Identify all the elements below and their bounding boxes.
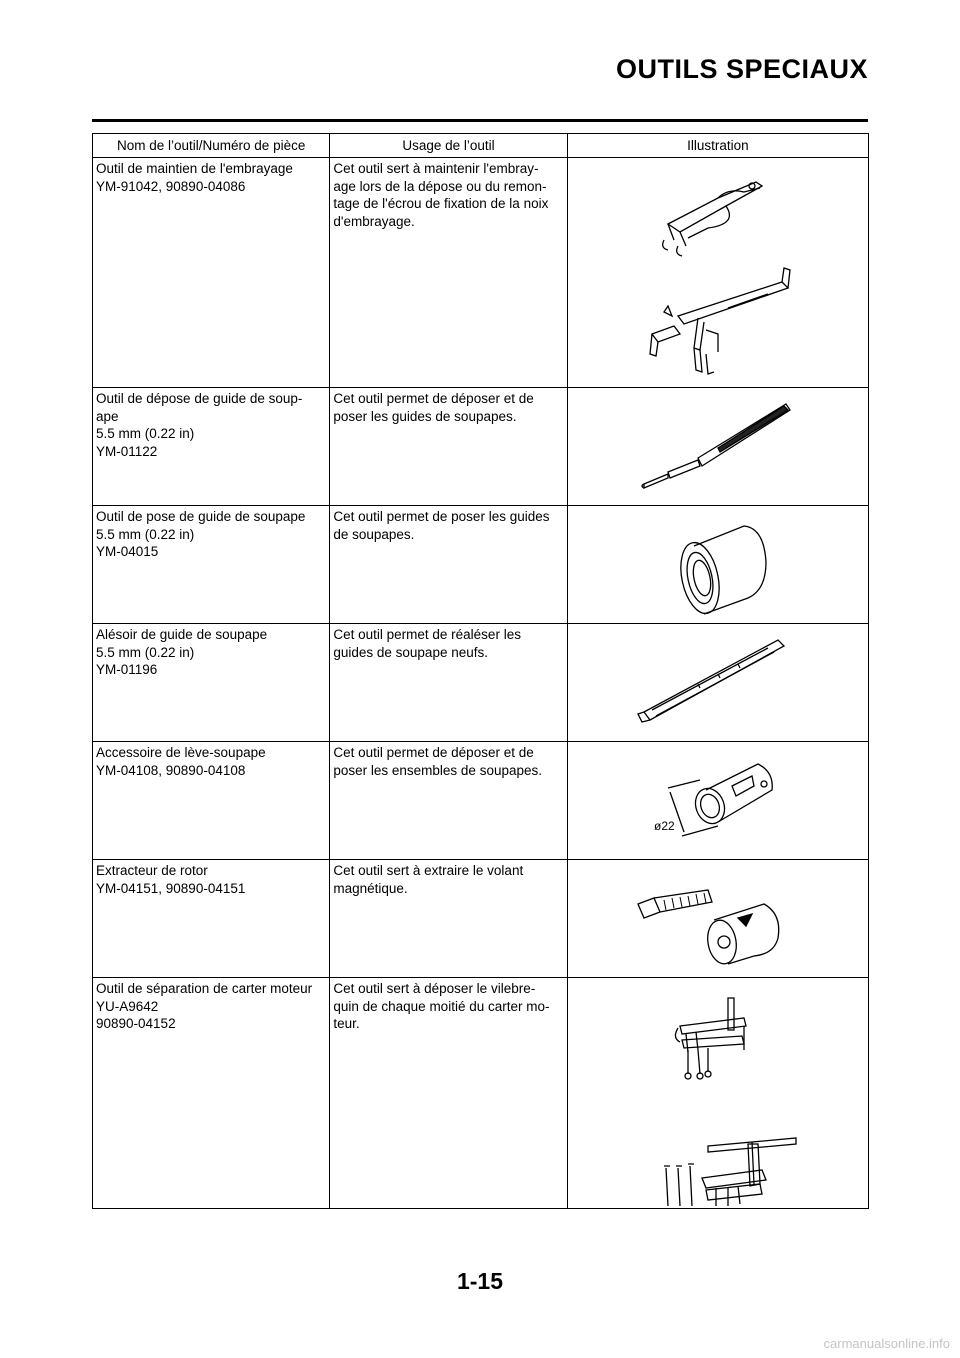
tool-name-cell <box>93 742 330 860</box>
valve-guide-remover-illustration <box>567 388 868 506</box>
table-row <box>93 506 869 624</box>
tool-usage-cell <box>330 860 567 978</box>
usage-line: teur. <box>333 1016 360 1031</box>
usage-line: de soupapes. <box>333 526 415 542</box>
tool-usage-cell <box>330 388 567 506</box>
usage-line: Cet outil permet de poser les guides <box>333 509 550 524</box>
tool-part-number: YM-04108, 90890-04108 <box>96 762 246 778</box>
tool-name-line: Outil de dépose de guide de soup- <box>96 391 303 406</box>
header-tool-name: Nom de l’outil/Numéro de pièce <box>93 134 330 158</box>
table-row <box>93 978 869 1209</box>
clutch-holder-illustration <box>567 158 868 388</box>
table-row <box>93 158 869 388</box>
tool-usage-cell <box>330 158 567 388</box>
usage-line: Cet outil sert à déposer le vilebre- <box>333 981 536 996</box>
tool-part-number: YM-01122 <box>96 443 158 459</box>
tool-name-cell <box>93 624 330 742</box>
tool-part-number: YM-91042, 90890-04086 <box>96 178 246 194</box>
rotor-puller-illustration <box>567 860 868 978</box>
valve-guide-reamer-illustration <box>567 624 868 742</box>
valve-guide-installer-illustration <box>567 506 868 624</box>
tool-usage-cell <box>330 506 567 624</box>
tool-name-line: ape <box>96 408 119 424</box>
tool-name-line: Accessoire de lève-soupape <box>96 745 266 760</box>
tool-name-line: Outil de séparation de carter moteur <box>96 981 313 996</box>
tool-part-number: YM-04015 <box>96 544 159 559</box>
usage-line: Cet outil permet de déposer et de <box>333 745 534 760</box>
tool-part-number: 90890-04152 <box>96 1016 176 1031</box>
tool-size: 5.5 mm (0.22 in) <box>96 526 195 542</box>
tool-size: 5.5 mm (0.22 in) <box>96 426 195 441</box>
page-number: 1-15 <box>456 1268 504 1294</box>
table-row <box>93 742 869 860</box>
tool-name-cell <box>93 506 330 624</box>
usage-line: Cet outil permet de déposer et de <box>333 391 534 406</box>
tool-name-line: Outil de pose de guide de soupape <box>96 509 306 524</box>
tool-usage-cell <box>330 742 567 860</box>
table-row <box>93 860 869 978</box>
page-title: OUTILS SPECIAUX <box>615 54 868 84</box>
tool-name-cell <box>93 860 330 978</box>
dimension-label: ø22 <box>653 819 675 833</box>
usage-line: Cet outil sert à extraire le volant <box>333 863 524 878</box>
header-tool-usage: Usage de l’outil <box>330 134 567 158</box>
usage-line: Cet outil permet de réaléser les <box>333 627 521 642</box>
special-tools-table <box>92 133 869 1209</box>
tool-usage-cell <box>330 978 567 1209</box>
usage-line: quin de chaque moitié du carter mo- <box>333 998 550 1014</box>
usage-line: d'embrayage. <box>333 213 415 229</box>
tool-name-line: Alésoir de guide de soupape <box>96 627 268 642</box>
tool-size: 5.5 mm (0.22 in) <box>96 644 195 660</box>
usage-line: guides de soupape neufs. <box>333 644 488 660</box>
usage-line: Cet outil sert à maintenir l'embray- <box>333 161 539 176</box>
tool-name-cell <box>93 158 330 388</box>
tool-usage-cell <box>330 624 567 742</box>
tool-name-line: Outil de maintien de l'embrayage <box>96 161 293 176</box>
tool-part-number: YM-01196 <box>96 662 158 677</box>
header-illustration: Illustration <box>567 134 868 158</box>
crankcase-separating-tool-illustration <box>567 978 868 1209</box>
tool-name-cell <box>93 978 330 1209</box>
table-row <box>93 388 869 506</box>
tool-part-number: YM-04151, 90890-04151 <box>96 880 246 896</box>
watermark: carmanualsonline.info <box>823 1336 950 1351</box>
table-header-row <box>93 134 869 158</box>
table-row <box>93 624 869 742</box>
title-rule <box>92 119 868 122</box>
usage-line: tage de l'écrou de fixation de la noix <box>333 196 549 211</box>
usage-line: poser les ensembles de soupapes. <box>333 762 542 778</box>
tool-part-number: YU-A9642 <box>96 998 159 1014</box>
usage-line: age lors de la dépose ou du remon- <box>333 178 547 194</box>
tool-name-cell <box>93 388 330 506</box>
valve-spring-compressor-attachment-illustration <box>567 742 868 860</box>
tool-name-line: Extracteur de rotor <box>96 863 208 878</box>
usage-line: magnétique. <box>333 880 408 896</box>
usage-line: poser les guides de soupapes. <box>333 408 517 424</box>
